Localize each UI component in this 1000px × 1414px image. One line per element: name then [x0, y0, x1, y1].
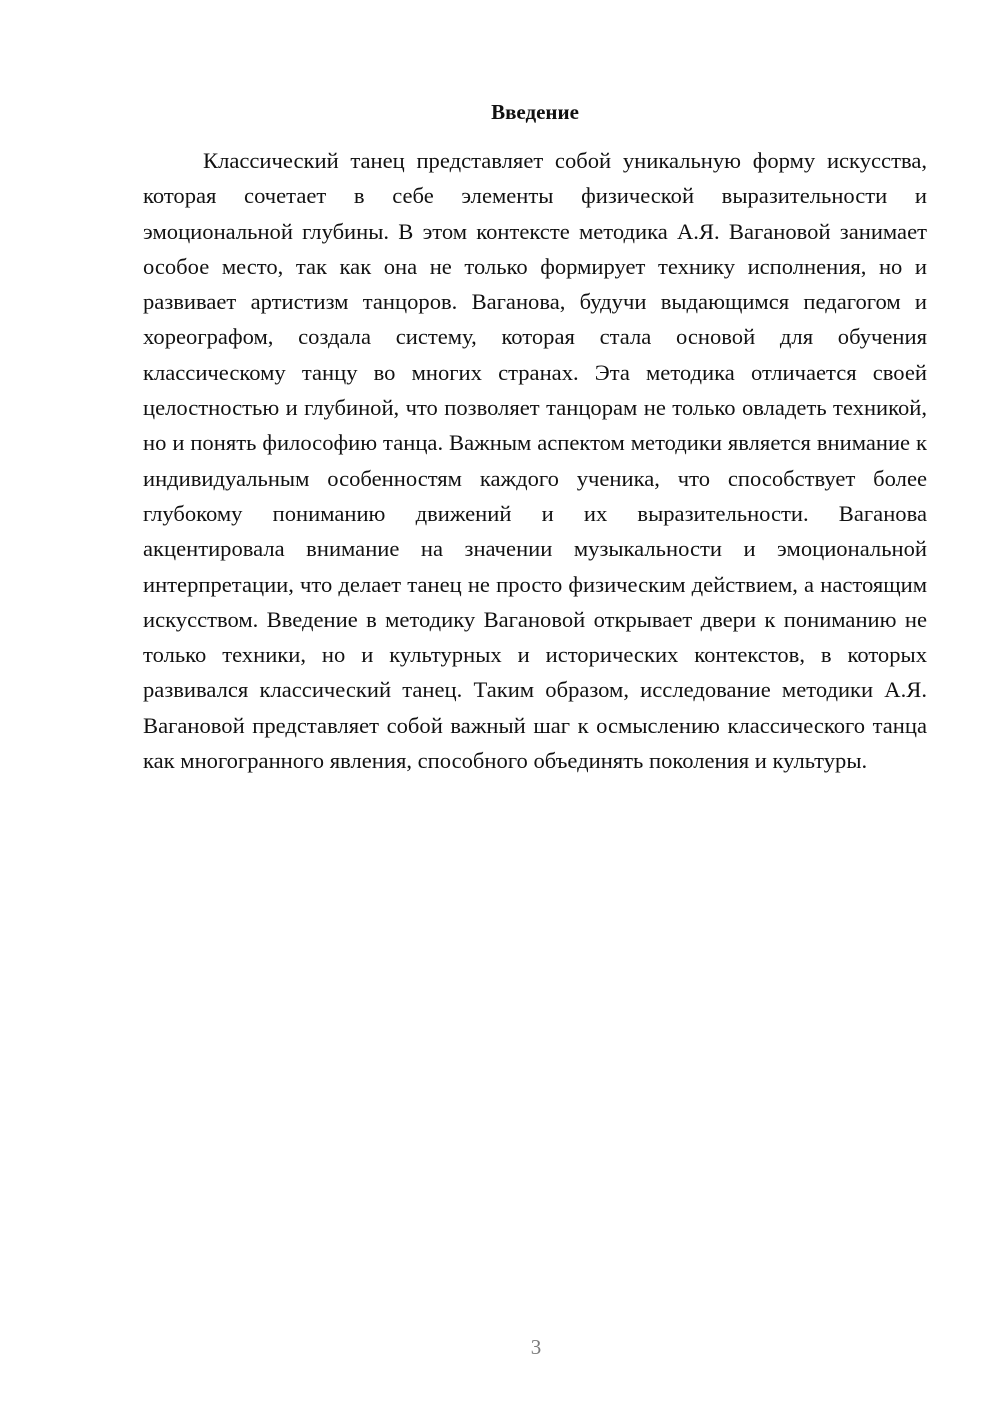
section-title: Введение: [491, 100, 579, 124]
body-paragraph: Классический танец представляет собой уникальную форму искусства, которая сочетает в себе элементы физической выразительности и эмоциональной глубины. В этом контексте методика А.Я. Вагановой занимает особое место, так как она не только формирует технику исполнения, но и развивает артистизм танцоров. Ваганова, будучи выдающимся педагогом и хореографом, создала систему, которая стала основой для обучения классическому танцу во многих странах. Эта методика отличается своей целостностью и глубиной, что позволяет танцорам не только овладеть техникой, но и понять философию танца. Важным аспектом методики является внимание к индивидуальным особенностям каждого ученика, что способствует более глубокому пониманию движений и их выразительности. Ваганова акцентировала внимание на значении музыкальности и эмоциональной интерпретации, что делает танец не просто физическим действием, а настоящим искусством. Введение в методику Вагановой открывает двери к пониманию не только техники, но и культурных и исторических контекстов, в которых развивался классический танец. Таким образом, исследование методики А.Я. Вагановой представляет собой важный шаг к осмыслению классического танца как многогранного явления, способного объединять поколения и культуры.: [143, 148, 927, 774]
page-number: 3: [530, 1335, 542, 1359]
